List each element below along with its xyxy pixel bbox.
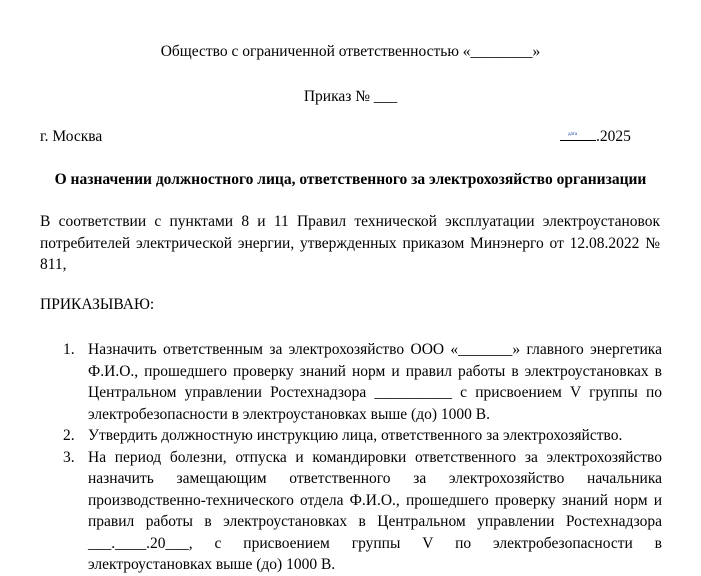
item-number: 3. (63, 448, 75, 466)
city: г. Москва (40, 128, 103, 145)
item-number: 1. (63, 341, 75, 358)
list-item (0, 339, 662, 425)
item-number: 2. (63, 427, 75, 444)
preamble: В соответствии с пунктами 8 и 11 Правил технической эксплуатации электроустановок потребителей электрической энергии, утвержденных приказом Минэнерго от 12.08.2022 № 811, (40, 213, 660, 273)
order-items-list (0, 339, 701, 576)
item-text: Назначить ответственным за электрохозяйство ООО «_______» главного энергетика Ф.И.О., прошедшего проверку знаний норм и правил работы в электроустановках в Центральном управлении Ростехнадзора __________ с присвоением V группы по электробезопасности в электроустановках выше (до) 1000 В. (88, 341, 662, 423)
date-year: .2025 (596, 128, 631, 145)
order-word: ПРИКАЗЫВАЮ: (40, 296, 155, 313)
order-date (560, 126, 631, 146)
organization-name: Общество с ограниченной ответственностью «________» (160, 43, 541, 60)
order-title: Приказ № ___ (303, 88, 398, 105)
order-subject: О назначении должностного лица, ответственного за электрохозяйство организации (54, 171, 647, 188)
date-blank-link[interactable] (560, 126, 596, 141)
date-link-label: дата (568, 132, 578, 137)
item-text: Утвердить должностную инструкцию лица, ответственного за электрохозяйство. (88, 427, 623, 444)
list-item (0, 425, 662, 447)
item-text: На период болезни, отпуска и командировки ответственного за электрохозяйство назначить замещающим ответственного за электрохозяйство начальника производственно-технического отдела Ф.И.О., прошедшего проверку знаний норм и правил работы в электроустановках в Центральном управлении Ростехнадзора ___.____.20___, с присвоением группы V по электробезопасности в электроустановках выше (до) 1000 В. (88, 448, 662, 573)
list-item (0, 447, 662, 576)
